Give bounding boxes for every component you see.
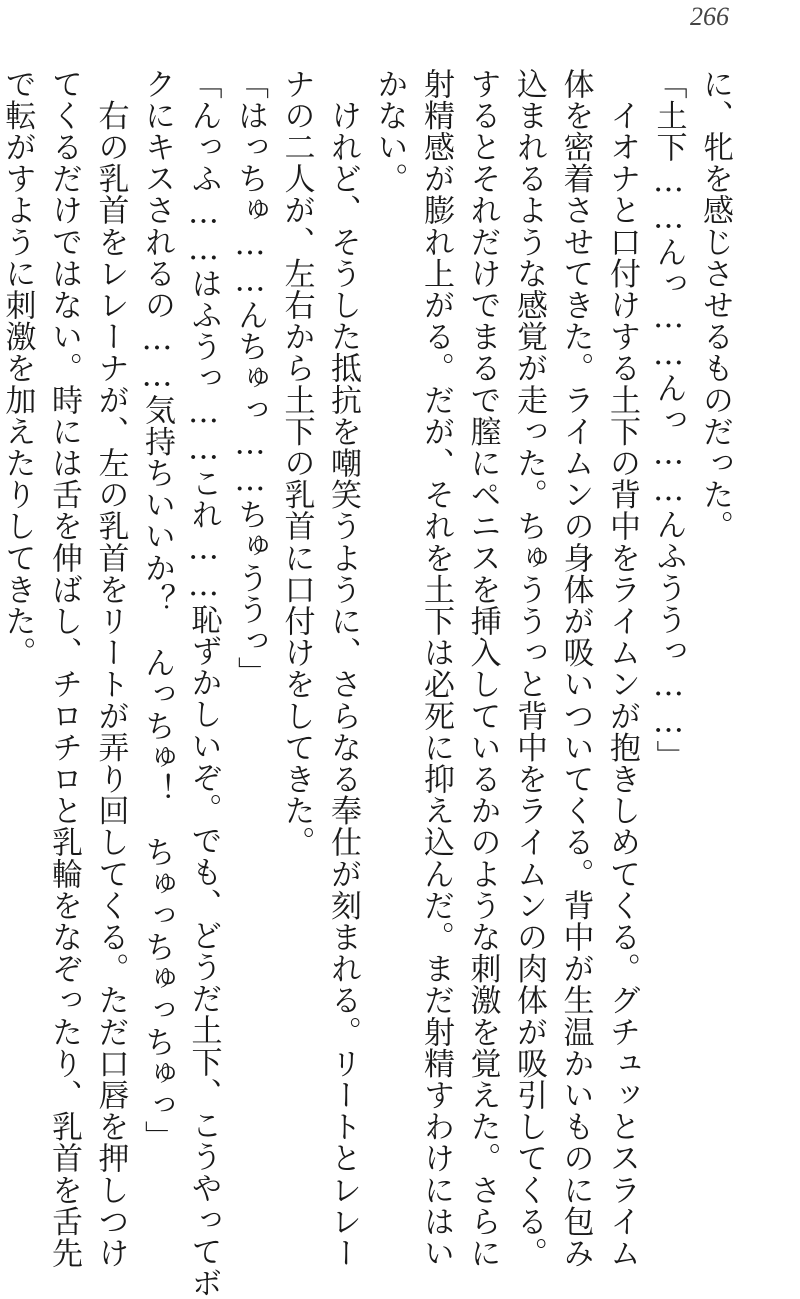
text-line: てくるだけではない。時には舌を伸ばし、チロチロと乳輪をなぞったり、乳首を舌先 <box>46 68 82 1269</box>
text-line: 「はっちゅ……んちゅっ……ちゅううっ」 <box>232 68 268 689</box>
text-line: で転がすように刺激を加えたりしてきた。 <box>0 68 36 669</box>
text-line: 込まれるような感覚が走った。ちゅううっと背中をライムンの肉体が吸引してくる。 <box>511 68 547 1269</box>
text-line: 「土下……んっ……んっ……んふううっ……」 <box>650 68 687 772</box>
text-line: かない。 <box>371 68 408 195</box>
text-line: 射精感が膨れ上がる。だが、それを土下は必死に抑え込んだ。まだ射精すわけにはい <box>418 68 454 1269</box>
text-line: に、牝を感じさせるものだった。 <box>697 68 733 542</box>
text-line: 体を密着させてきた。ライムンの身体が吸いついてくる。背中が生温かいものに包み <box>557 68 594 1269</box>
page-number: 266 <box>690 2 729 31</box>
text-line: 右の乳首をレレーナが、左の乳首をリートが弄り回してくる。ただ口唇を押しつけ <box>92 68 129 1269</box>
novel-text-column-block <box>0 68 738 1299</box>
text-line: けれど、そうした抵抗を嘲笑うように、さらなる奉仕が刻まれる。リートとレレー <box>325 68 361 1269</box>
text-line: 「んっふ……はふうっ……これ……恥ずかしいぞ。でも、どうだ土下、こうやってボ <box>185 68 222 1299</box>
text-line: するとそれだけでまるで膣にペニスを挿入しているかのような刺激を覚えた。さらに <box>464 68 501 1269</box>
text-line: ナの二人が、左右から土下の乳首に口付けをしてきた。 <box>278 68 315 858</box>
text-line: イオナと口付けする土下の背中をライムンが抱きしめてくる。グチュッとスライム <box>604 68 640 1269</box>
text-line: クにキスされるの……気持ちいいか？ んっちゅ！ ちゅっちゅっちゅっ」 <box>139 68 175 1153</box>
